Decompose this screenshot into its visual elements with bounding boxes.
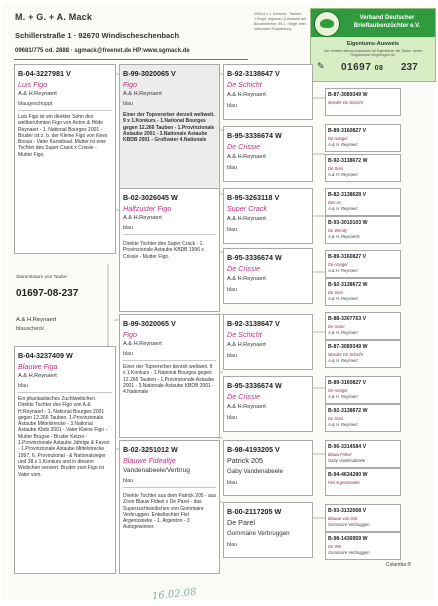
pigeon-color: blau bbox=[227, 542, 238, 548]
ring-number: B-93-3010103 W bbox=[328, 220, 368, 226]
pigeon-name: Blauwe Figa bbox=[18, 362, 58, 371]
pedigree-card-gen4 bbox=[325, 504, 401, 532]
pedigree-card-gen4 bbox=[325, 124, 401, 152]
owner-name: Vandenabeele/Verbrug bbox=[123, 467, 190, 474]
pigeon-name: Super Crack bbox=[227, 204, 267, 213]
card-divider bbox=[123, 234, 216, 235]
pigeon-name: Figo bbox=[123, 80, 137, 89]
ring-number: B-92-3138647 V bbox=[227, 69, 280, 78]
owner-name: A.& H. Reynaerts bbox=[328, 234, 360, 239]
card-divider bbox=[18, 110, 112, 111]
header-divider bbox=[14, 59, 248, 60]
pigeon-name: De Crissie bbox=[227, 264, 261, 273]
pigeon-name: De Hangel bbox=[328, 136, 348, 141]
card-divider bbox=[123, 487, 216, 488]
owner-name: A.& H.Reynaert bbox=[227, 92, 266, 98]
pedigree-card-gen4 bbox=[325, 532, 401, 560]
pedigree-card-gen4 bbox=[325, 468, 401, 496]
owner-name: A.& H. Reynaert bbox=[328, 394, 358, 399]
stamp-subtext: Der Inhaber dieses Ausweises ist Eigentümer der Taube, deren Ringnummer eingetragen ist. bbox=[324, 49, 422, 58]
owner-name: A.& H. Reynaert bbox=[328, 172, 358, 177]
owner-name: Gommaire Verbruggen bbox=[328, 550, 370, 555]
stammbaum-label: Stammbaum von Taube: bbox=[16, 275, 68, 280]
pedigree-card-gen3 bbox=[223, 314, 313, 370]
pigeon-color: blau bbox=[227, 287, 238, 293]
pedigree-card-gen4 bbox=[325, 340, 401, 368]
pigeon-color: blau bbox=[227, 165, 238, 171]
ring-number: B-99-3020065 V bbox=[123, 319, 176, 328]
ring-number: B-98-4193205 V bbox=[227, 445, 280, 454]
pigeon-description: Einer der Topvererber derzeit weltweit. 9 x 1.Konkurs - 1.National Bourges gegen 12.266 Tauben - 1.Provinzionale Astaube 2001 - 3.Nationale Astaube KBDB 2001 - 4.Nationale bbox=[123, 364, 215, 396]
pigeon-color: blau bbox=[123, 351, 134, 357]
pedigree-card-gen4 bbox=[325, 154, 401, 182]
pigeon-color: blau bbox=[227, 103, 238, 109]
owner-name: A.& H.Reynaert bbox=[18, 91, 57, 97]
owner-name: A.& H.Reynaert bbox=[18, 373, 57, 379]
ring-number: B-00-2117205 W bbox=[227, 507, 282, 516]
pigeon-name: De Sissi bbox=[328, 416, 344, 421]
pedigree-card-gen3 bbox=[223, 126, 313, 182]
pigeon-name: Fiel Argentonieke bbox=[328, 480, 360, 485]
ring-number: B-95-3336674 W bbox=[227, 131, 282, 140]
ring-number: B-92-3138672 W bbox=[328, 408, 368, 414]
pigeon-name: De 959 bbox=[328, 544, 342, 549]
ring-number: B-88-3307763 V bbox=[328, 316, 367, 322]
pedigree-card-gen3 bbox=[223, 188, 313, 244]
ring-number: B-89-3160827 V bbox=[328, 254, 367, 260]
stamp-ring-suffix: 237 bbox=[401, 62, 418, 73]
owner-name: A.& H.Reynaert bbox=[227, 404, 266, 410]
pigeon-name: Blauwe Fidealtje bbox=[123, 456, 176, 465]
ring-number: B-95-3336674 W bbox=[227, 381, 282, 390]
pigeon-name: De Schicht bbox=[227, 80, 262, 89]
pigeon-description: Direkte Tochter des Super Crack - 1. Provinzionale Astaube KBDB 1996 x Crissie - Mutter Figo. bbox=[123, 241, 204, 260]
owner-name: A.& H.Reynaert bbox=[123, 341, 162, 347]
ring-number: B-92-3138672 W bbox=[328, 158, 368, 164]
stamp-label: Eigentums-Ausweis bbox=[346, 41, 400, 47]
ring-number: B-02-3026045 W bbox=[123, 193, 178, 202]
breeder-name: M. + G. + A. Mack bbox=[15, 12, 93, 22]
header-achievements-note: 2006-6 x 1. Konkurs · Tauben-1.RegV- regional-13.Astaube auf Bundesebene: 99-1. Sieger Inter- nationalen Flugwertung bbox=[254, 12, 308, 31]
pigeon-color: blau bbox=[123, 478, 134, 484]
owner-name: Gommaire Verbruggen bbox=[328, 522, 370, 527]
owner-name: A.& H.Reynaert bbox=[123, 215, 162, 221]
pedigree-card-gen3 bbox=[223, 376, 313, 432]
pedigree-card-gen2 bbox=[119, 64, 220, 206]
ring-number: B-04-3227981 V bbox=[18, 69, 71, 78]
ownership-stamp bbox=[310, 8, 436, 82]
ring-number: B-02-3251012 W bbox=[123, 445, 178, 454]
ring-number: B-92-3138672 W bbox=[328, 282, 368, 288]
pigeon-name: De Sissi bbox=[328, 290, 344, 295]
stamp-banner bbox=[311, 9, 435, 37]
pigeon-name: Halfzuster Figo bbox=[123, 204, 172, 213]
pigeon-name: De Schicht bbox=[227, 330, 262, 339]
ring-number: B-96-3314584 V bbox=[328, 444, 367, 450]
handwritten-date: 16.02.08 bbox=[151, 586, 197, 603]
ring-number: B-87-3089349 W bbox=[328, 344, 368, 350]
pigeon-name: Patrick 205 bbox=[227, 456, 263, 465]
pedigree-card-gen4 bbox=[325, 278, 401, 306]
pigeon-color: blau bbox=[227, 353, 238, 359]
ring-number: B-95-3336674 W bbox=[227, 253, 282, 262]
pigeon-name: Moeder De Schicht bbox=[328, 100, 363, 105]
owner-name: Gommaire Verbruggen bbox=[227, 530, 290, 537]
owner-name: A.& H. Reynaert bbox=[328, 268, 358, 273]
pedigree-card-gen2 bbox=[119, 314, 220, 438]
pigeon-name: De Crissie bbox=[227, 392, 261, 401]
ring-number: B-94-4634280 W bbox=[328, 472, 368, 478]
pigeon-name: De Hangel bbox=[328, 388, 348, 393]
owner-name: A.& H. Reynaert bbox=[328, 206, 358, 211]
owner-name: A.& H.Reynaert bbox=[227, 216, 266, 222]
owner-name: A.& H. Reynaert bbox=[328, 296, 358, 301]
owner-name: A.& H.Reynaert bbox=[227, 342, 266, 348]
pedigree-card-gen4 bbox=[325, 250, 401, 278]
pedigree-card-gen4 bbox=[325, 440, 401, 468]
owner-name: A.& H. Reynaert bbox=[328, 358, 358, 363]
pedigree-card-gen3 bbox=[223, 502, 313, 558]
pedigree-card-gen4 bbox=[325, 216, 401, 244]
columba-brand: Columba ® bbox=[386, 562, 412, 568]
pedigree-card-gen3 bbox=[223, 64, 313, 120]
pigeon-description: Einer der Topvererber derzeit weltweit. 9 x 1.Konkurs - 1.National Bourges gegen 12.266 Tauben - 1.Provinzionale Astaube 2001 - 3.Nationale Astaube KBDB 2001 - Großvater 4.Nationale bbox=[123, 112, 215, 144]
pigeon-color: blau bbox=[18, 383, 29, 389]
pedigree-card-gen2 bbox=[119, 440, 220, 574]
breeder-contact: 09681/775 od. 2888 · sgmack@freenet.de HP:www.sgmack.de bbox=[15, 48, 190, 54]
pedigree-card-gen4 bbox=[325, 376, 401, 404]
pigeon-logo-icon bbox=[314, 11, 340, 37]
card-divider bbox=[123, 360, 216, 361]
ring-number: B-89-3160827 V bbox=[328, 380, 367, 386]
pigeon-name: Luis Figo bbox=[18, 80, 48, 89]
pigeon-name: De Hangel bbox=[328, 262, 348, 267]
pedigree-page bbox=[2, 2, 434, 603]
stammbaum-owner: A.& H.Reynaert bbox=[16, 317, 57, 323]
pigeon-color: blau bbox=[227, 415, 238, 421]
pedigree-card-gen4 bbox=[325, 312, 401, 340]
pigeon-name: Blauw Fideel bbox=[328, 452, 352, 457]
pigeon-color: blau bbox=[227, 480, 238, 486]
owner-name: Gaby Vandenabeele bbox=[328, 458, 366, 463]
pigeon-name: Figo bbox=[123, 330, 137, 339]
stamp-ring-number: 01697 08 bbox=[341, 62, 384, 73]
pedigree-card-gen4 bbox=[325, 404, 401, 432]
pigeon-name: Den Ac bbox=[328, 200, 342, 205]
breeder-address: Schillerstraße 1 · 92670 Windischeschenbach bbox=[15, 31, 180, 40]
pedigree-card-sire bbox=[14, 64, 116, 254]
card-divider bbox=[18, 392, 112, 393]
pedigree-card-gen3 bbox=[223, 248, 313, 304]
pigeon-name: De Goeri bbox=[328, 324, 345, 329]
owner-name: A.& H.Reynaert bbox=[123, 91, 162, 97]
pen-icon: ✎ bbox=[317, 61, 325, 71]
pigeon-description: Luis Figo ist ein direkter Sohn des weltberühmten Figo von Anton & Hilde Reynaert - 1. National Bourges 2001 - Bruder ist z. b. der Kleine Figo von Kees Bosua - Vater Kannibaal. Mutter ist eine Tochter des Super Crack x Crissie - Mutter Figo. bbox=[18, 114, 108, 158]
pigeon-name: De Parel bbox=[227, 518, 255, 527]
ring-number: B-89-3160827 V bbox=[328, 128, 367, 134]
stammbaum-ring: 01697-08-237 bbox=[16, 288, 79, 299]
pedigree-card-dam bbox=[14, 346, 116, 574]
ring-number: B-93-3132068 V bbox=[328, 508, 367, 514]
stammbaum-color: blauscheck bbox=[16, 326, 44, 332]
pigeon-color: blau bbox=[123, 101, 134, 107]
ring-number: B-98-1436959 W bbox=[328, 536, 368, 542]
ring-number: B-92-3138647 V bbox=[227, 319, 280, 328]
owner-name: Gaby Vandenabeele bbox=[227, 468, 283, 475]
owner-name: A.& H. Reynaert bbox=[328, 142, 358, 147]
pigeon-color: blau bbox=[123, 225, 134, 231]
pedigree-card-gen4 bbox=[325, 88, 401, 116]
pigeon-color: blau bbox=[227, 227, 238, 233]
owner-name: A.& H. Reynaert bbox=[328, 422, 358, 427]
owner-name: A.& H. Reynaert bbox=[328, 330, 358, 335]
ring-number: B-82-3138628 V bbox=[328, 192, 367, 198]
ring-number: B-04-3237409 W bbox=[18, 351, 73, 360]
pigeon-name: De Crissie bbox=[227, 142, 261, 151]
owner-name: A.& H.Reynaert bbox=[227, 276, 266, 282]
pigeon-name: De Wendy bbox=[328, 228, 348, 233]
pedigree-card-gen3 bbox=[223, 440, 313, 496]
stamp-title: Verband Deutscher Brieftaubenzüchter e.V. bbox=[353, 15, 421, 29]
ring-number: B-95-3263118 V bbox=[227, 193, 280, 202]
pigeon-color: blaugeschuppt bbox=[18, 101, 53, 107]
pigeon-description: Direkte Tochter aus dem Patrick 205 - aus Zoon Blauw Fideel x De Parel - das Superzuchtweibchen von Gommaire Verbruggen. Enkeltochter Fiel Argentonieke - 1. Argenton - 3 Autogewinner. bbox=[123, 493, 217, 531]
pedigree-card-gen2 bbox=[119, 188, 220, 312]
pigeon-name: Blauwe van 026 bbox=[328, 516, 358, 521]
owner-name: A.& H.Reynaert bbox=[227, 154, 266, 160]
pigeon-description: Ein phantastisches Zuchtweibchen. Direkte Tochter des Figo von A.& H.Reynaert - 1. National Bourges 2001 gegen 12.266 Tauben. 1.Provinzionale Astaube Mittelstrecke - 3.National Astaube Kbds 2001 - Vater Kleine Figo - Mutter Brugse - Bruder Keizer - 1.Provinzionale Astaube Jährige & Favori - 1.Provinzionale Astaube Mittelstrecke 1997, 6. Provinzional - & Nationalsieger und 38.x 1.Konkurs und in diesem Weibchen versiert. Bruder zum Figo ist Vater vom. bbox=[18, 396, 110, 478]
pedigree-card-gen4 bbox=[325, 188, 401, 216]
ring-number: B-99-3020065 V bbox=[123, 69, 176, 78]
pigeon-name: Moeder De Schicht bbox=[328, 352, 363, 357]
pigeon-name: De Sissi bbox=[328, 166, 344, 171]
ring-number: B-87-3089349 W bbox=[328, 92, 368, 98]
